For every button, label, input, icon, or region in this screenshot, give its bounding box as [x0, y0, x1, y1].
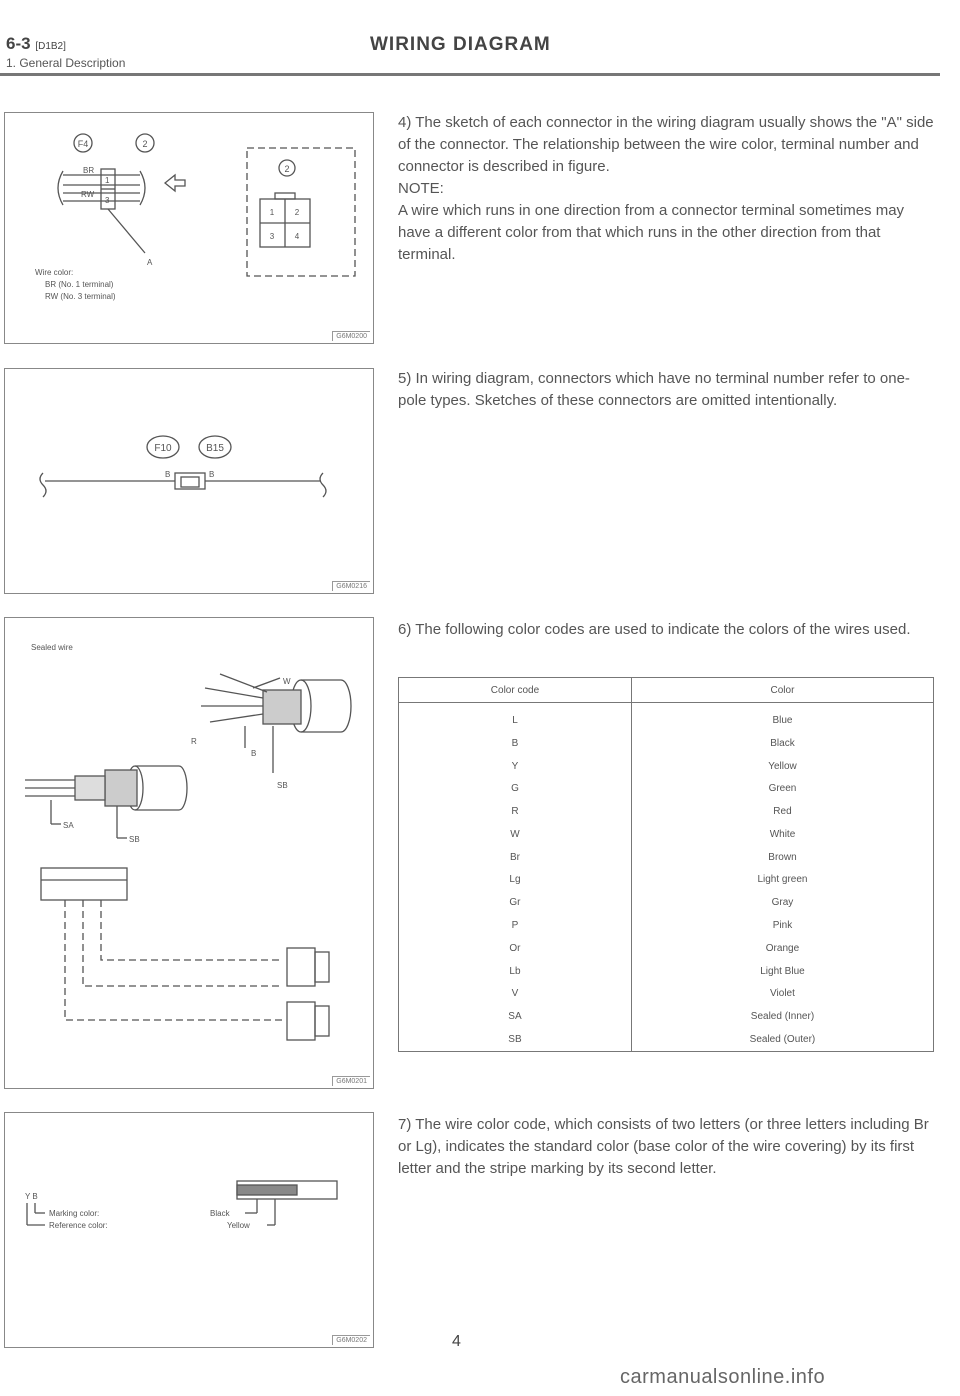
reference-color-value: Yellow: [227, 1221, 250, 1230]
color-code-table: [398, 677, 934, 1052]
color-code-cell: SB: [399, 1028, 632, 1051]
figure-connector-sketch: [4, 112, 374, 344]
label-sb-bottom: SB: [129, 835, 140, 844]
label-w: W: [283, 677, 291, 686]
pin-label-1: 1: [105, 176, 110, 185]
color-code-cell: B: [399, 732, 632, 755]
color-code-cell: Y: [399, 755, 632, 778]
table-row: [399, 732, 934, 755]
wire-color-caption: Wire color:: [35, 268, 74, 277]
wire-marking-diagram: [5, 1113, 373, 1347]
table-row: [399, 703, 934, 732]
color-name-cell: Red: [773, 806, 792, 818]
table-row: [399, 960, 934, 983]
label-sa: SA: [63, 821, 74, 830]
one-pole-diagram: [5, 369, 373, 593]
table-row: [399, 937, 934, 960]
table-header-row: [399, 678, 934, 703]
reference-color-label: Reference color:: [49, 1221, 108, 1230]
color-code-cell: P: [399, 914, 632, 937]
color-code-cell: Br: [399, 846, 632, 869]
figure-code: G6M0201: [332, 1076, 370, 1086]
label-r: R: [191, 737, 197, 746]
color-code-cell: R: [399, 800, 632, 823]
wire-code-yb: Y B: [25, 1192, 38, 1201]
header-rule: [0, 73, 940, 76]
color-name-cell: Green: [768, 783, 797, 795]
header-color-code: Color code: [399, 678, 632, 703]
color-name-cell: Black: [770, 737, 795, 749]
color-code-cell: Gr: [399, 891, 632, 914]
paragraph-6: 6) The following color codes are used to indicate the colors of the wires used.: [398, 621, 911, 638]
section-number: 6-3 [D1B2]: [6, 34, 66, 53]
color-name-cell: Light Blue: [760, 965, 805, 977]
color-name-cell: Gray: [771, 897, 794, 909]
wire-label-b-left: B: [165, 470, 171, 479]
note-label: NOTE:: [398, 180, 444, 197]
wire-color-line-2: RW (No. 3 terminal): [45, 292, 116, 301]
figure-code: G6M0200: [332, 331, 370, 341]
terminal-2: 2: [294, 208, 300, 217]
connector-id-f10: F10: [154, 443, 172, 454]
section-code: [D1B2]: [35, 41, 66, 52]
watermark: carmanualsonline.info: [620, 1366, 826, 1388]
paragraph-7: 7) The wire color code, which consists of two letters (or three letters including Br or Lg), indicates the standard color (base color of the wire covering) by its first letter and the stripe marking by its second letter.: [398, 1116, 929, 1177]
label-b: B: [251, 749, 257, 758]
figure-one-pole-connector: [4, 368, 374, 594]
figure-sealed-wire: [4, 617, 374, 1089]
connector-id-2-view: 2: [284, 164, 290, 174]
side-marker-a: A: [147, 258, 153, 267]
color-name-cell: Violet: [770, 988, 795, 1000]
wire-label-br: BR: [83, 166, 95, 175]
color-name-cell: Brown: [768, 851, 797, 863]
terminal-1: 1: [269, 208, 275, 217]
table-row: [399, 914, 934, 937]
figure-code: G6M0202: [332, 1335, 370, 1345]
sealed-wire-title: Sealed wire: [31, 643, 73, 652]
table-row: [399, 869, 934, 892]
figure-wire-marking: [4, 1112, 374, 1348]
color-code-cell: Lb: [399, 960, 632, 983]
color-name-cell: Pink: [772, 920, 793, 932]
label-sb-top: SB: [277, 781, 288, 790]
page-title: WIRING DIAGRAM: [370, 34, 551, 55]
table-row: [399, 982, 934, 1005]
paragraph-4: [398, 112, 938, 266]
paragraph-5: 5) In wiring diagram, connectors which have no terminal number refer to one-pole types. Sketches of these connectors are omitted intentionally.: [398, 370, 910, 409]
wire-color-line-1: BR (No. 1 terminal): [45, 280, 114, 289]
color-code-cell: SA: [399, 1005, 632, 1028]
table-row: [399, 1005, 934, 1028]
pin-label-3: 3: [105, 196, 110, 205]
subsection-title: 1. General Description: [6, 56, 126, 70]
color-code-cell: G: [399, 777, 632, 800]
marking-color-value: Black: [210, 1209, 230, 1218]
wire-label-b-right: B: [209, 470, 215, 479]
color-name-cell: Sealed (Inner): [750, 1011, 815, 1023]
terminal-3: 3: [269, 232, 275, 241]
marking-color-label: Marking color:: [49, 1209, 100, 1218]
color-name-cell: Blue: [772, 714, 793, 726]
table-row: [399, 823, 934, 846]
color-code-cell: V: [399, 982, 632, 1005]
color-name-cell: Orange: [765, 942, 800, 954]
color-code-cell: Lg: [399, 869, 632, 892]
color-name-cell: Yellow: [768, 760, 797, 772]
color-name-cell: Light green: [757, 874, 808, 886]
connector-id-f4: F4: [77, 139, 89, 149]
table-row: [399, 846, 934, 869]
color-code-cell: Or: [399, 937, 632, 960]
table-row: [399, 755, 934, 778]
color-code-cell: W: [399, 823, 632, 846]
color-code-cell: L: [399, 703, 632, 732]
terminal-4: 4: [294, 232, 300, 241]
table-row: [399, 1028, 934, 1051]
color-name-cell: Sealed (Outer): [749, 1034, 816, 1046]
figure-code: G6M0216: [332, 581, 370, 591]
paragraph-4-text: 4) The sketch of each connector in the wiring diagram usually shows the "A" side of the connector. The relationship between the wire color, terminal number and connector is described in figure.: [398, 114, 934, 175]
sealed-wire-diagram: [5, 618, 373, 1088]
note-text: A wire which runs in one direction from a connector terminal sometimes may have a different color from that which runs in the other direction from that terminal.: [398, 202, 905, 263]
header-color: Color: [631, 678, 933, 703]
wire-label-rw: RW: [81, 190, 95, 199]
connector-id-2: 2: [142, 139, 148, 149]
table-row: [399, 800, 934, 823]
table-row: [399, 891, 934, 914]
table-row: [399, 777, 934, 800]
page-number: 4: [452, 1333, 461, 1350]
connector-sketch-diagram: [5, 113, 373, 343]
connector-id-b15: B15: [206, 443, 224, 454]
color-name-cell: White: [769, 828, 796, 840]
